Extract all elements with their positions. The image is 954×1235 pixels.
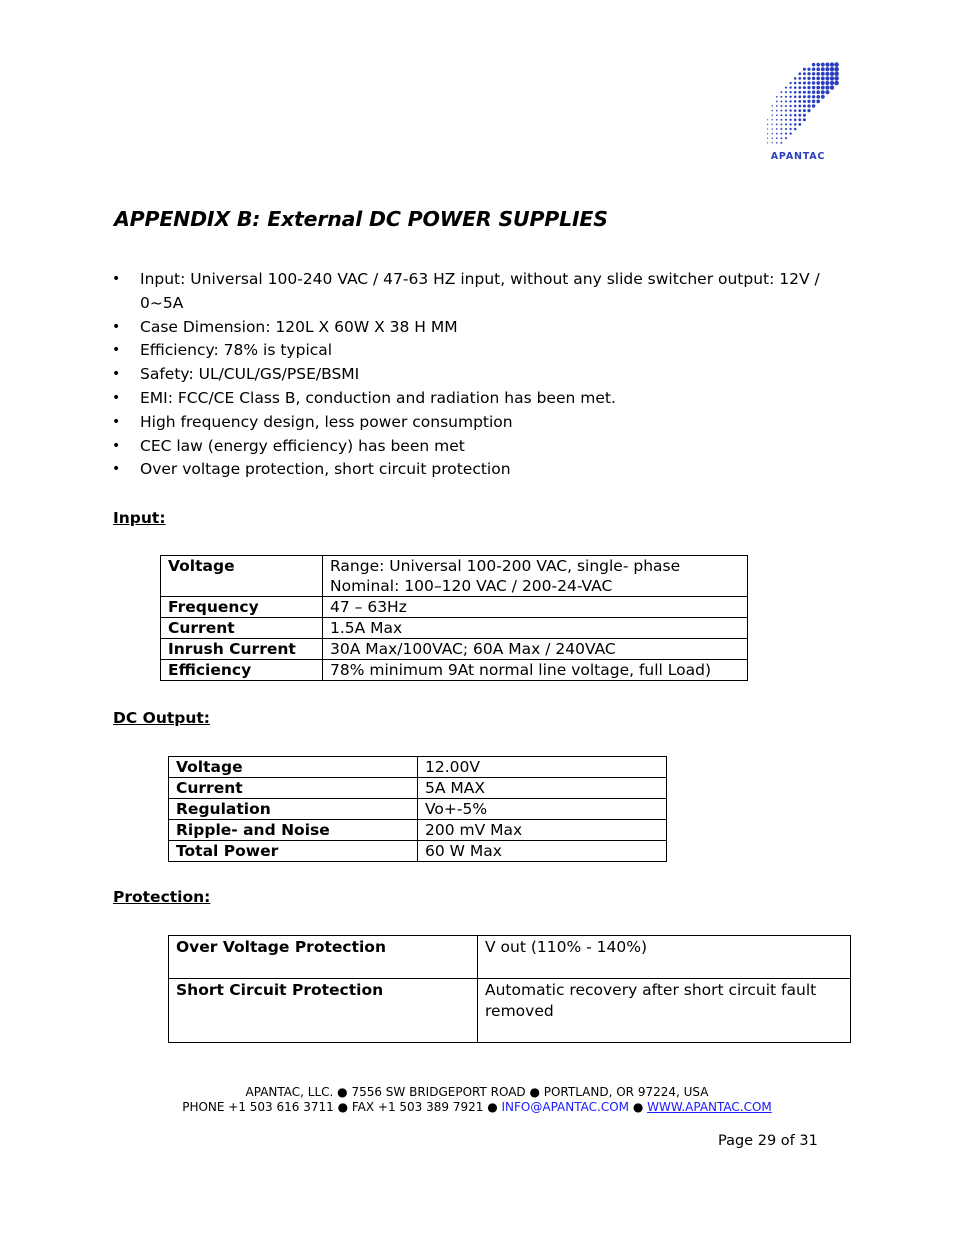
logo-dot [807,81,810,84]
logo-dot [803,77,806,80]
spec-label: Short Circuit Protection [169,979,478,1043]
logo-dot [794,82,797,85]
logo-dot [780,91,782,93]
feature-list [112,268,822,482]
footer-address: APANTAC, LLC. ● 7556 SW BRIDGEPORT ROAD ● PORTLAND, OR 97224, USA [245,1085,709,1099]
logo-dot [767,133,768,134]
logo-dot [767,128,768,129]
logo-dot [785,96,787,98]
logo-dot [798,82,801,85]
feature-item: • CEC law (energy efficiency) has been met [112,435,822,459]
feature-item: • Over voltage protection, short circuit protection [112,458,822,482]
logo-dot [825,67,829,71]
logo-dot [776,124,778,126]
apantac-logo-wordmark: APANTAC [770,151,826,162]
logo-dot [798,91,801,94]
apantac-logo [757,58,839,162]
logo-dot [825,72,829,76]
logo-dot [803,118,806,121]
footer-contact [0,1100,954,1115]
spec-value: 47 – 63Hz [323,597,748,618]
logo-dot [771,137,772,138]
spec-value-line: Nominal: 100–120 VAC / 200-24-VAC [330,577,613,595]
spec-value: 5A MAX [418,778,667,799]
logo-dot [780,137,782,139]
logo-dot [816,100,820,104]
logo-dot [803,81,806,84]
logo-dot [834,76,839,81]
logo-dot [834,81,839,86]
protection-spec-table [168,935,851,1043]
logo-dot [785,119,787,121]
spec-label: Current [161,618,323,639]
logo-dot [816,95,820,99]
logo-dot [807,72,810,75]
spec-label: Inrush Current [161,639,323,660]
footer-separator: ● [629,1100,648,1114]
logo-dot [807,109,810,112]
logo-dot [821,76,825,80]
logo-dot [807,86,810,89]
page-title: APPENDIX B: External DC POWER SUPPLIES [114,207,608,231]
logo-dot [776,96,778,98]
logo-dot [812,63,815,66]
footer-website-link[interactable]: WWW.APANTAC.COM [647,1100,772,1114]
logo-dot [776,142,778,144]
logo-dot [776,110,778,112]
logo-dot [807,68,810,71]
logo-dot [789,86,791,88]
logo-dot [807,77,810,80]
logo-dot [807,104,810,107]
table-row [169,757,667,778]
table-row [161,660,748,681]
logo-dot [785,100,787,102]
logo-dot [767,119,768,120]
logo-dot [789,114,791,116]
logo-dot [803,68,806,71]
logo-dot [812,100,815,103]
logo-dot [789,132,791,134]
logo-dot [821,72,825,76]
logo-dot [825,86,829,90]
spec-label: Total Power [169,841,418,862]
spec-value-line: Range: Universal 100-200 VAC, single- phase [330,557,681,575]
logo-dot [821,95,825,99]
logo-dot [812,67,815,70]
spec-label: Current [169,778,418,799]
logo-dot [789,128,791,130]
logo-dot [780,110,782,112]
logo-dot [803,109,806,112]
logo-dot [776,101,778,103]
logo-dot [834,67,839,72]
logo-dot [767,138,768,139]
logo-dot [812,90,815,93]
logo-dot [821,86,825,90]
logo-dot [812,95,815,98]
logo-dot [771,128,772,129]
logo-dot [830,67,834,71]
table-row [161,556,748,597]
logo-dot [794,77,797,80]
logo-dot [780,114,782,116]
footer-phone-fax: PHONE +1 503 616 3711 ● FAX +1 503 389 7921 ● [182,1100,502,1114]
spec-label: Regulation [169,799,418,820]
logo-dot [785,128,787,130]
footer-email-link[interactable]: INFO@APANTAC.COM [501,1100,629,1114]
logo-dot [821,67,825,71]
logo-dot [789,91,791,93]
logo-dot [785,105,787,107]
logo-dot [830,76,834,80]
feature-item: • High frequency design, less power consumption [112,411,822,435]
logo-dot [785,87,787,89]
logo-dot [830,72,834,76]
logo-dot [807,100,810,103]
logo-dot [785,123,787,125]
table-row [169,799,667,820]
spec-value: 1.5A Max [323,618,748,639]
logo-dot [794,91,797,94]
logo-dot [794,96,797,99]
logo-dot [803,91,806,94]
logo-dot [794,128,797,131]
logo-dot [812,77,815,80]
logo-dot [771,119,772,120]
feature-item: • Case Dimension: 120L X 60W X 38 H MM [112,316,822,340]
logo-dot [794,114,797,117]
logo-dot [776,119,778,121]
logo-dot [789,82,791,84]
logo-dot [785,133,787,135]
logo-dot [798,86,801,89]
logo-dot [771,142,772,143]
logo-dot [771,114,772,115]
dc-output-spec-table [168,756,667,862]
logo-dot [776,128,778,130]
logo-dot [780,119,782,121]
logo-dot [798,109,801,112]
logo-dot [812,72,815,75]
logo-dot [776,105,778,107]
spec-value: 30A Max/100VAC; 60A Max / 240VAC [323,639,748,660]
logo-dot [798,105,801,108]
logo-dot [825,81,829,85]
logo-dot [785,91,787,93]
logo-dot [798,95,801,98]
logo-dot [785,110,787,112]
table-row [161,639,748,660]
logo-dot [816,72,820,76]
logo-dot [798,123,801,126]
logo-dot [821,81,825,85]
logo-dot [830,85,834,89]
logo-dot [812,86,815,89]
logo-dot [825,76,829,80]
logo-dot [789,105,791,107]
logo-dot [834,72,839,77]
logo-dot [776,133,778,135]
table-row [169,841,667,862]
logo-dot [812,104,815,107]
logo-dot [798,114,801,117]
logo-dot [789,100,791,102]
logo-dot [780,133,782,135]
logo-dot [825,63,829,67]
logo-dot [816,63,820,67]
logo-dot [821,90,825,94]
logo-dot [803,95,806,98]
logo-dot [789,96,791,98]
dc-output-heading: DC Output: [113,709,210,727]
logo-dot [807,91,810,94]
logo-dot [767,124,768,125]
spec-value: 60 W Max [418,841,667,862]
logo-dot [798,118,801,121]
logo-dot [785,137,787,139]
logo-dot [771,105,772,106]
logo-dot [803,100,806,103]
logo-dot [780,142,782,144]
page-number: Page 29 of 31 [718,1133,818,1149]
spec-value: 12.00V [418,757,667,778]
table-row [169,979,851,1043]
logo-dot [825,90,829,94]
logo-dot [803,104,806,107]
feature-item: • Input: Universal 100-240 VAC / 47-63 HZ input, without any slide switcher output: 12V / 0~5A [112,268,822,316]
logo-dot [794,105,797,108]
spec-label: Frequency [161,597,323,618]
logo-dot [798,72,801,75]
logo-dot [794,119,797,122]
protection-heading: Protection: [113,888,211,906]
logo-dot [789,123,791,125]
spec-label: Voltage [161,556,323,597]
logo-dot [789,109,791,111]
logo-dot [794,109,797,112]
feature-item: • EMI: FCC/CE Class B, conduction and radiation has been met. [112,387,822,411]
logo-dot [794,123,797,126]
logo-dot [830,62,834,66]
spec-label: Efficiency [161,660,323,681]
logo-dot [789,119,791,121]
logo-dot [794,86,797,89]
logo-dot [803,86,806,89]
logo-dot [785,114,787,116]
logo-dot [767,142,768,143]
feature-item: • Efficiency: 78% is typical [112,339,822,363]
spec-label: Voltage [169,757,418,778]
logo-dot [780,123,782,125]
spec-value: 200 mV Max [418,820,667,841]
logo-dot [780,96,782,98]
logo-dot [776,114,778,116]
table-row [169,778,667,799]
logo-dot [830,81,834,85]
logo-dot [803,114,806,117]
logo-dot [780,100,782,102]
logo-dot [771,133,772,134]
logo-dot [812,81,815,84]
table-row [169,936,851,979]
table-row [169,820,667,841]
spec-label: Over Voltage Protection [169,936,478,979]
logo-dot [816,77,820,81]
input-heading: Input: [113,509,166,527]
logo-dot [816,81,820,85]
logo-dot [807,95,810,98]
spec-value: V out (110% - 140%) [478,936,851,979]
logo-dot [834,62,839,67]
table-row [161,597,748,618]
logo-dot [816,90,820,94]
logo-dot [776,137,778,139]
input-spec-table [160,555,748,681]
logo-dot [798,77,801,80]
logo-dot [821,63,825,67]
logo-dot [771,124,772,125]
logo-dot [794,100,797,103]
table-row [161,618,748,639]
spec-label: Ripple- and Noise [169,820,418,841]
feature-item: • Safety: UL/CUL/GS/PSE/BSMI [112,363,822,387]
spec-value: 78% minimum 9At normal line voltage, full Load) [323,660,748,681]
spec-value: Vo+-5% [418,799,667,820]
logo-dot [816,67,820,71]
logo-dot [780,128,782,130]
apantac-logo-graphic [757,58,839,162]
spec-value [323,556,748,597]
logo-dot [771,110,772,111]
logo-dot [816,86,820,90]
logo-dot [798,100,801,103]
logo-dot [803,72,806,75]
logo-dot [780,105,782,107]
spec-value: Automatic recovery after short circuit fault removed [478,979,851,1043]
